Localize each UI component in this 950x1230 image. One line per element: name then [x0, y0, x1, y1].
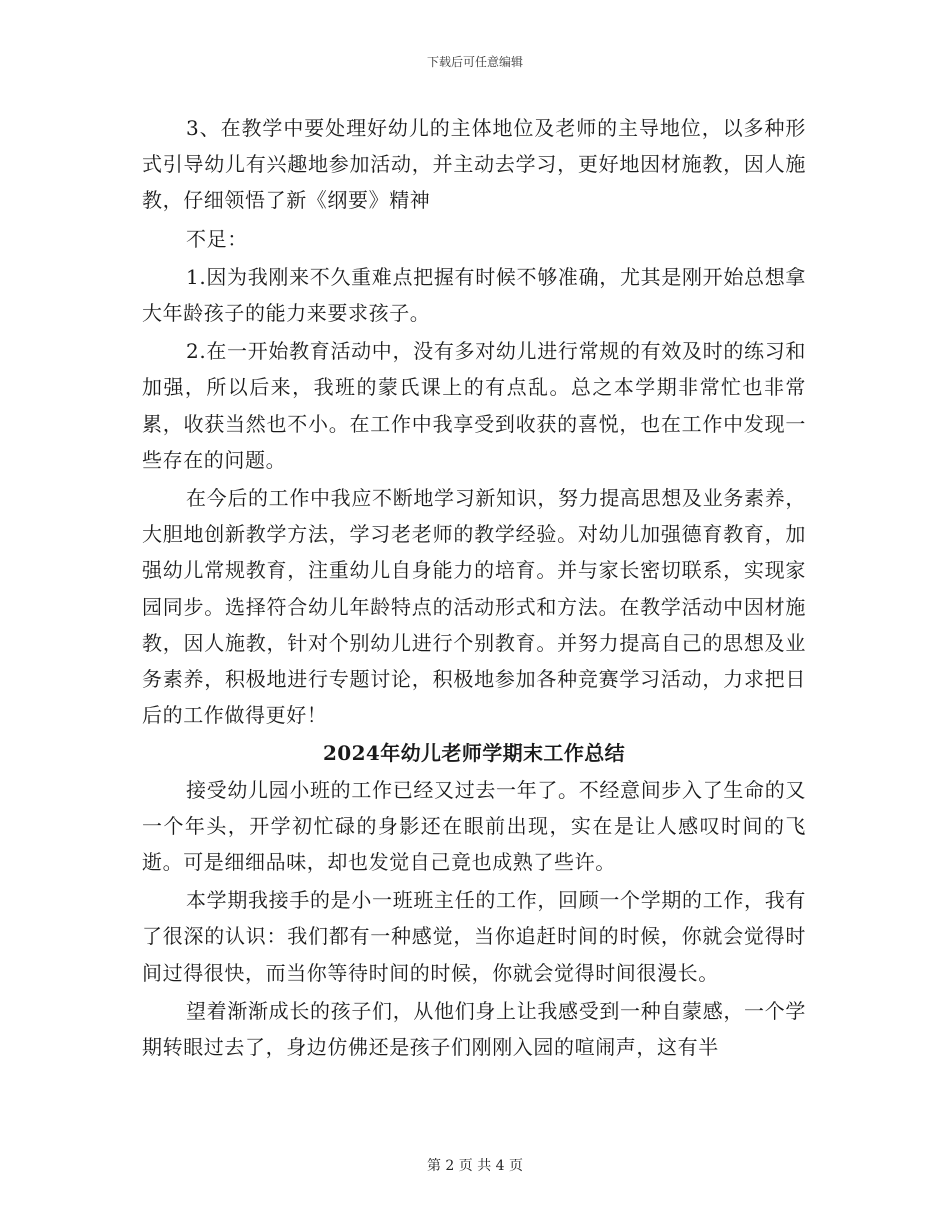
page-footer: 第 2 页 共 4 页 — [426, 1158, 524, 1174]
paragraph-children-growth: 望着渐渐成长的孩子们，从他们身上让我感受到一种自蒙感，一个学期转眼过去了，身边仿佛还是孩子们刚刚入园的喧闹声，这有半 — [142, 998, 806, 1060]
paragraph-shortcoming-1: 1.因为我刚来不久重难点把握有时候不够准确，尤其是刚开始总想拿大年龄孩子的能力来要求孩子。 — [142, 264, 806, 326]
paragraph-intro: 接受幼儿园小班的工作已经又过去一年了。不经意间步入了生命的又一个年头，开学初忙碌的身影还在眼前出现，实在是让人感叹时间的飞逝。可是细细品味，却也发觉自己竟也成熟了些许。 — [142, 777, 806, 875]
section-title: 2024年幼儿老师学期末工作总结 — [322, 741, 626, 766]
document-body — [142, 110, 806, 1067]
paragraph-semester-review: 本学期我接手的是小一班班主任的工作，回顾一个学期的工作，我有了很深的认识：我们都有一种感觉，当你追赶时间的时候，你就会觉得时间过得很快，而当你等待时间的时候，你就会觉得时间很漫长。 — [142, 888, 806, 985]
page-header: 下载后可任意编辑 — [426, 55, 523, 69]
paragraph-future-plans: 在今后的工作中我应不断地学习新知识，努力提高思想及业务素养，大胆地创新教学方法，学习老老师的教学经验。对幼儿加强德育教育，加强幼儿常规教育，注重幼儿自身能力的培育。并与家长密切联系，实现家园同步。选择符合幼儿年龄特点的活动形式和方法。在教学活动中因材施教，因人施教，针对个别幼儿进行个别教育。并努力提高自己的思想及业务素养，积极地进行专题讨论，积极地参加各种竞赛学习活动，力求把日后的工作做得更好！ — [142, 486, 806, 728]
paragraph-shortcoming-2: 2.在一开始教育活动中，没有多对幼儿进行常规的有效及时的练习和加强，所以后来，我班的蒙氏课上的有点乱。总之本学期非常忙也非常累，收获当然也不小。在工作中我享受到收获的喜悦，也在工作中发现一些存在的问题。 — [142, 339, 806, 472]
paragraph-shortcomings-heading: 不足： — [186, 226, 248, 251]
paragraph-point-3: 3、在教学中要处理好幼儿的主体地位及老师的主导地位，以多种形式引导幼儿有兴趣地参加活动，并主动去学习，更好地因材施教，因人施教，仔细领悟了新《纲要》精神 — [142, 116, 806, 213]
